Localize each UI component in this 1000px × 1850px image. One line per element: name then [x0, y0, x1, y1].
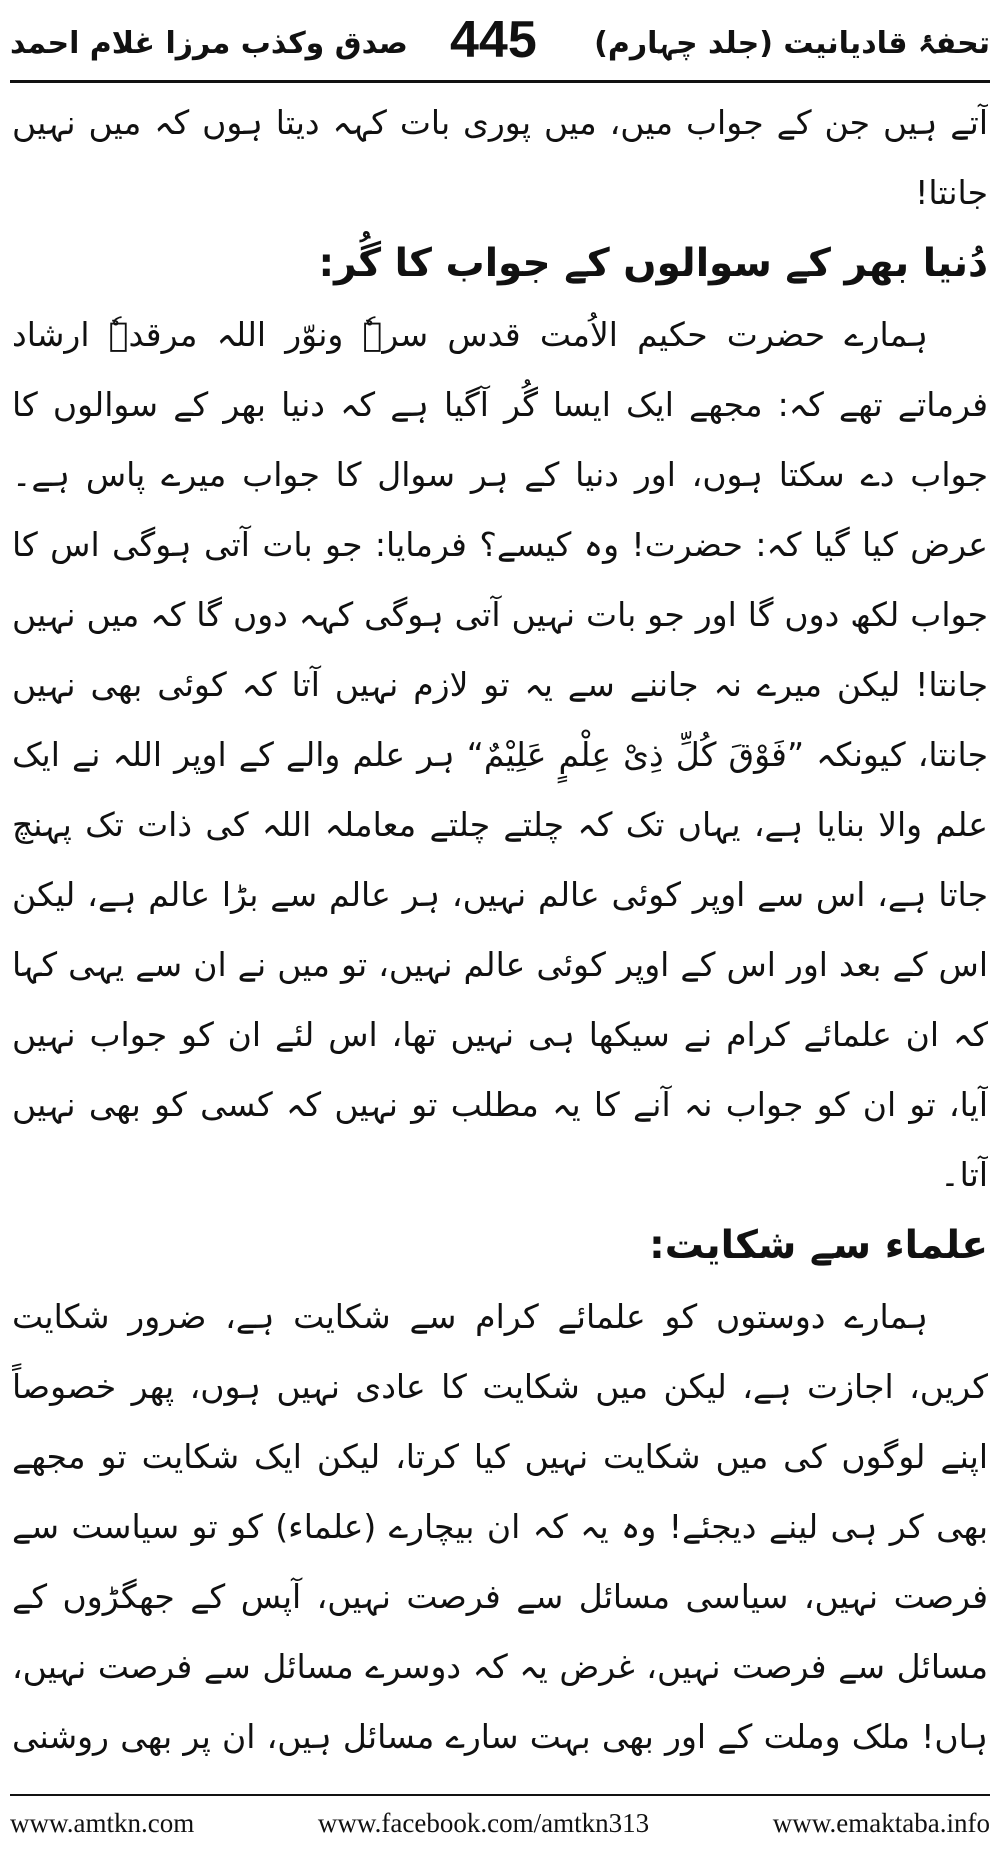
footer-link-emaktaba[interactable]: www.emaktaba.info: [772, 1807, 990, 1838]
paragraph-continued: آتے ہیں جن کے جواب میں، میں پوری بات کہہ دیتا ہوں کہ میں نہیں جانتا!: [12, 103, 988, 212]
paragraph: ہمارے حضرت حکیم الاُمت قدس سرہٗ ونوّر اللہ مرقدہٗ ارشاد فرماتے تھے کہ: مجھے ایک ایسا گُر آگیا ہے کہ دنیا بھر کے سوالوں کا جواب دے سکتا ہوں، اور دنیا کے ہر سوال کا جواب میرے پاس ہے۔ عرض کیا گیا کہ: حضرت! وہ کیسے؟ فرمایا: جو بات آتی ہوگی اس کا جواب لکھ دوں گا اور جو بات نہیں آتی ہوگی کہہ دوں گا کہ میں نہیں جانتا! لیکن میرے نہ جاننے سے یہ تو لازم نہیں آتا کہ کوئی بھی نہیں جانتا، کیونکہ ”فَوْقَ کُلِّ ذِیْ عِلْمٍ عَلِیْمٌ“ ہر علم والے کے اوپر اللہ نے ایک علم والا بنایا ہے، یہاں تک کہ چلتے چلتے معاملہ اللہ کی ذات تک پہنچ جاتا ہے، اس سے اوپر کوئی عالم نہیں، ہر عالم سے بڑا عالم ہے، لیکن اس کے بعد اور اس کے اوپر کوئی عالم نہیں، تو میں نے ان سے یہی کہا کہ ان علمائے کرام نے سیکھا ہی نہیں تھا، اس لئے ان کو جواب نہیں آیا، تو ان کو جواب نہ آنے کا یہ مطلب تو نہیں کہ کسی کو بھی نہیں آتا۔: [12, 315, 988, 1194]
footer-link-facebook[interactable]: www.facebook.com/amtkn313: [317, 1807, 650, 1838]
footer-rule: [10, 1794, 990, 1796]
header-rule: [10, 80, 990, 83]
running-head-book: [594, 26, 990, 61]
page-body: [12, 88, 988, 1778]
page-footer: [10, 1806, 990, 1840]
page-number: 445: [450, 11, 537, 69]
footer-link-amtkn[interactable]: www.amtkn.com: [10, 1807, 195, 1838]
book-title: تحفۂ قادیانیت: [783, 26, 990, 61]
section-heading: علماء سے شکایت:: [649, 1223, 988, 1268]
section-heading: دُنیا بھر کے سوالوں کے جواب کا گُر:: [318, 241, 988, 286]
volume-label: (جلد چہارم): [594, 26, 773, 61]
running-head-chapter: صدق وکذب مرزا غلام احمد: [10, 26, 408, 61]
page-header: [10, 10, 990, 72]
paragraph: ہمارے دوستوں کو علمائے کرام سے شکایت ہے، ضرور شکایت کریں، اجازت ہے، لیکن میں شکایت کا عادی نہیں ہوں، پھر خصوصاً اپنے لوگوں کی میں شکایت نہیں کیا کرتا، لیکن ایک شکایت تو مجھے بھی کر ہی لینے دیجئے! وہ یہ کہ ان بیچارے (علماء) کو تو سیاست سے فرصت نہیں، سیاسی مسائل سے فرصت نہیں، آپس کے جھگڑوں کے مسائل سے فرصت نہیں، غرض یہ کہ دوسرے مسائل سے فرصت نہیں، ہاں! ملک وملت کے اور بھی بہت سارے مسائل ہیں، ان پر بھی روشنی: [12, 1297, 988, 1756]
